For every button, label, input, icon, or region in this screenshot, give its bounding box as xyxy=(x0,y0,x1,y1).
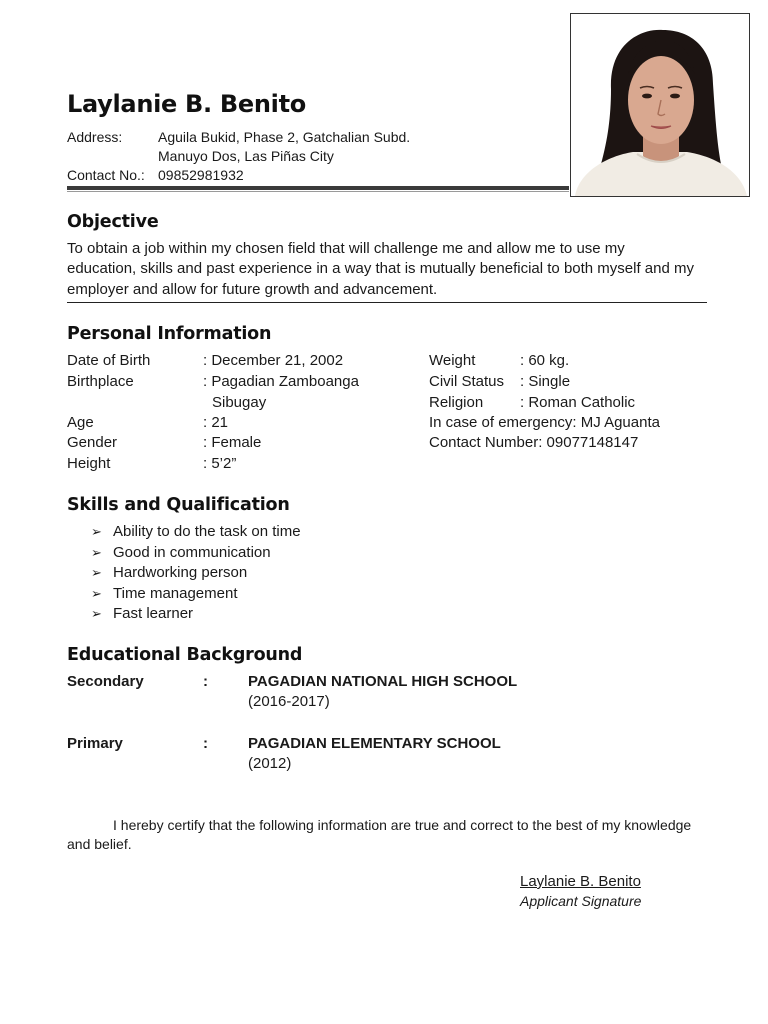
address-line-2: Manuyo Dos, Las Piñas City xyxy=(158,148,334,164)
birthplace-value-cont: Sibugay xyxy=(212,394,267,411)
religion-label: Religion xyxy=(429,394,484,411)
objective-heading: Objective xyxy=(67,212,159,232)
school-name: PAGADIAN NATIONAL HIGH SCHOOL xyxy=(248,673,518,690)
gender-value: : Female xyxy=(203,434,262,451)
education-level: Primary xyxy=(67,735,123,752)
education-level: Secondary xyxy=(67,673,144,690)
height-value: : 5’2” xyxy=(203,455,237,472)
list-item xyxy=(89,543,301,564)
certification-line-2: and belief. xyxy=(67,836,132,852)
list-item xyxy=(89,522,301,543)
school-year: (2016-2017) xyxy=(248,693,330,710)
birthplace-label: Birthplace xyxy=(67,373,134,390)
education-colon: : xyxy=(203,735,208,752)
address-label: Address: xyxy=(67,129,123,145)
birthplace-value: : Pagadian Zamboanga xyxy=(203,373,359,390)
religion-value: : Roman Catholic xyxy=(520,394,636,411)
signature-name: Laylanie B. Benito xyxy=(520,873,641,890)
school-year: (2012) xyxy=(248,755,292,772)
dob-label: Date of Birth xyxy=(67,352,151,369)
arrow-bullet-icon: ➢ xyxy=(91,544,102,560)
age-label: Age xyxy=(67,414,94,431)
address-line-1: Aguila Bukid, Phase 2, Gatchalian Subd. xyxy=(158,129,411,145)
list-item xyxy=(89,604,301,625)
civil-status-label: Civil Status xyxy=(429,373,505,390)
skills-list xyxy=(89,522,301,625)
school-name: PAGADIAN ELEMENTARY SCHOOL xyxy=(248,735,501,752)
objective-line-1: To obtain a job within my chosen field that will challenge me and allow me to use my xyxy=(67,240,625,257)
civil-status-value: : Single xyxy=(520,373,571,390)
skills-heading: Skills and Qualification xyxy=(67,495,290,515)
header-divider xyxy=(67,186,569,190)
header-divider-shadow xyxy=(67,191,569,192)
dob-value: : December 21, 2002 xyxy=(203,352,344,369)
portrait-image xyxy=(571,14,749,196)
skill-text: Hardworking person xyxy=(113,564,248,581)
certification-line-1: I hereby certify that the following information are true and correct to the best of my knowledge xyxy=(113,817,692,833)
objective-line-3: employer and allow for future growth and advancement. xyxy=(67,281,438,298)
weight-value: : 60 kg. xyxy=(520,352,570,369)
contact-value: 09852981932 xyxy=(158,167,244,183)
skill-text: Time management xyxy=(113,584,238,602)
education-heading: Educational Background xyxy=(67,645,303,665)
contact-label: Contact No.: xyxy=(67,167,145,183)
list-item xyxy=(89,563,301,584)
height-label: Height xyxy=(67,455,111,472)
skill-text: Good in communication xyxy=(113,543,271,561)
skill-text: Ability to do the task on time xyxy=(113,523,301,540)
objective-line-2: education, skills and past experience in a way that is mutually beneficial to both myself and my xyxy=(67,260,694,277)
weight-label: Weight xyxy=(429,352,476,369)
arrow-bullet-icon: ➢ xyxy=(91,524,102,539)
emergency-contact-name: In case of emergency: MJ Aguanta xyxy=(429,414,660,431)
applicant-name: Laylanie B. Benito xyxy=(67,90,306,118)
education-colon: : xyxy=(203,673,208,690)
age-value: : 21 xyxy=(203,414,229,431)
applicant-photo xyxy=(570,13,750,197)
gender-label: Gender xyxy=(67,434,118,451)
education-row-secondary xyxy=(67,672,687,714)
personal-info-heading: Personal Information xyxy=(67,324,272,344)
skill-text: Fast learner xyxy=(113,605,194,622)
arrow-bullet-icon: ➢ xyxy=(91,585,102,601)
signature-caption: Applicant Signature xyxy=(520,893,642,909)
emergency-contact-number: Contact Number: 09077148147 xyxy=(429,434,639,451)
arrow-bullet-icon: ➢ xyxy=(91,565,102,580)
education-row-primary xyxy=(67,734,687,776)
list-item xyxy=(89,584,301,605)
arrow-bullet-icon: ➢ xyxy=(91,606,102,621)
objective-divider xyxy=(67,302,707,303)
